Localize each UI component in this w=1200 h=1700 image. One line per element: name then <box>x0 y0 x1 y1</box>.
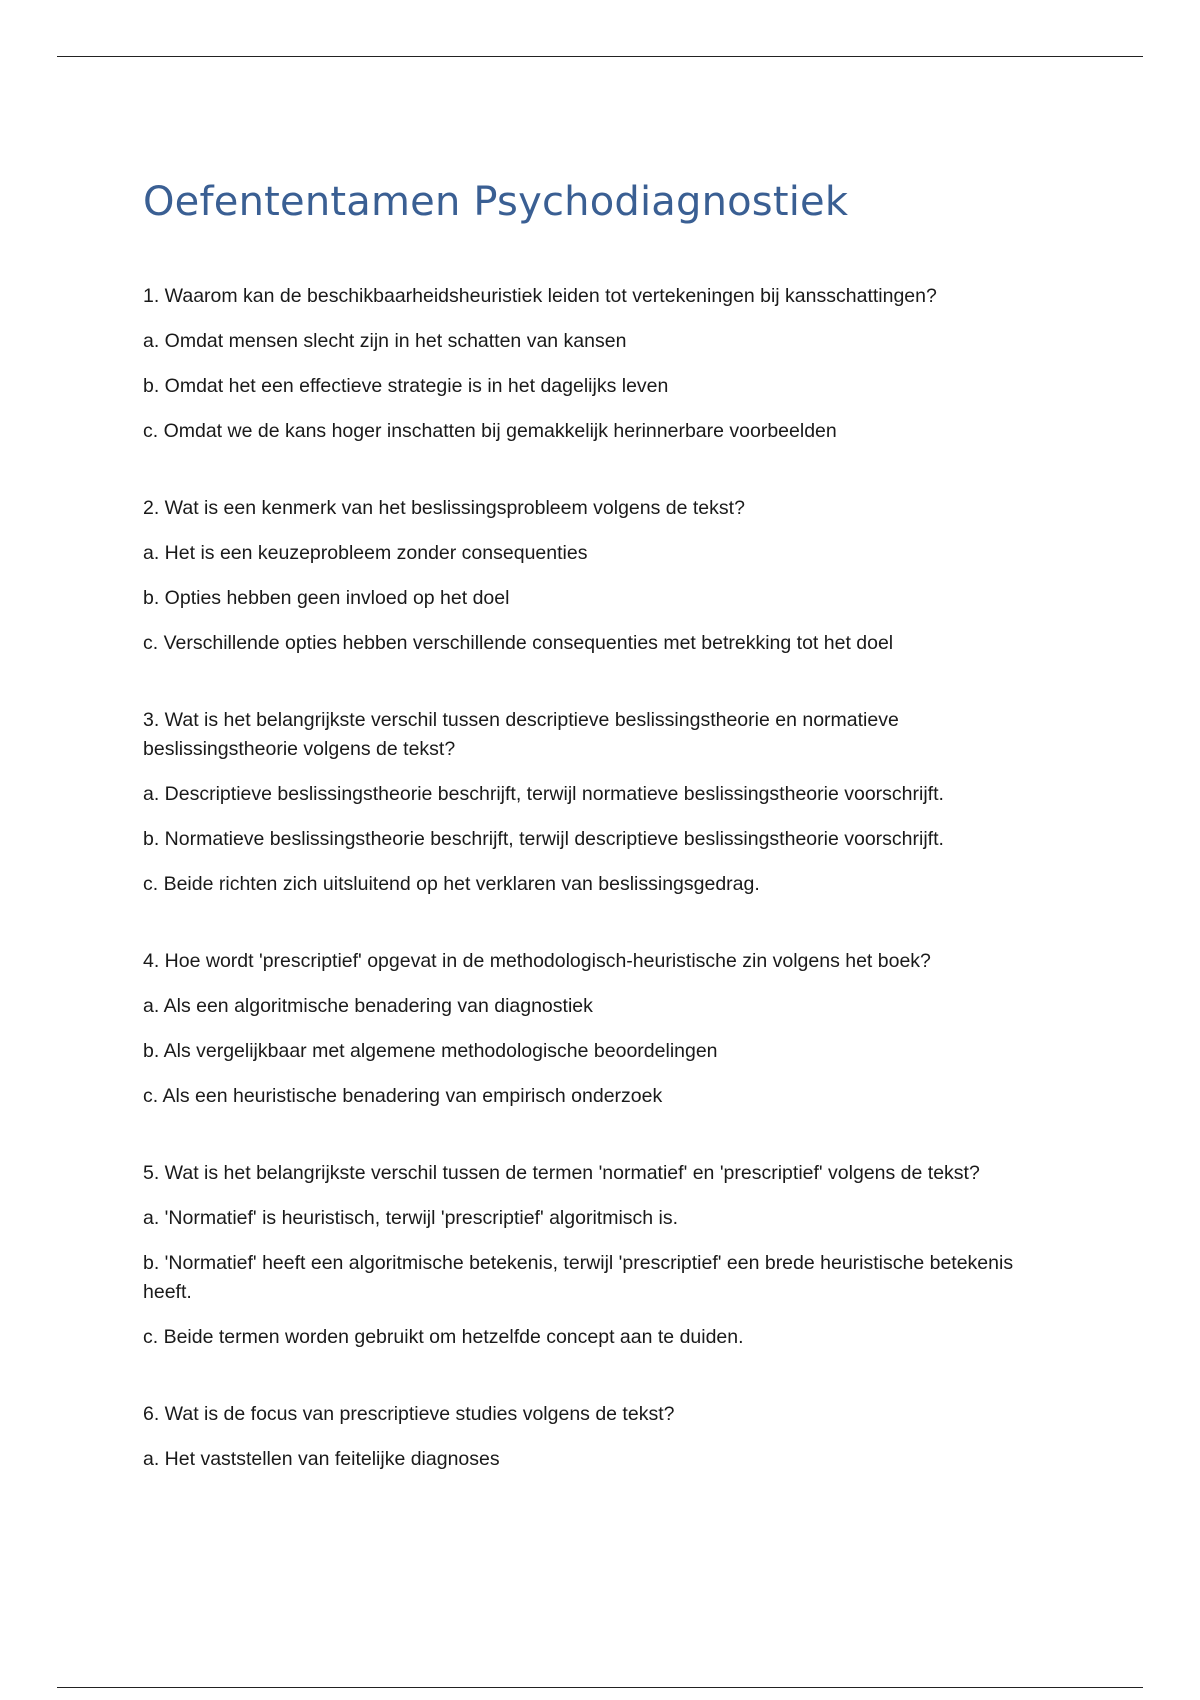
answer-option-c: c. Omdat we de kans hoger inschatten bij gemakkelijk herinnerbare voorbeelden <box>143 420 837 442</box>
question-text: 4. Hoe wordt 'prescriptief' opgevat in de methodologisch-heuristische zin volgens het boek? <box>143 950 931 972</box>
question-1 <box>143 282 1043 446</box>
question-2 <box>143 494 1043 658</box>
answer-option-b: b. Als vergelijkbaar met algemene methodologische beoordelingen <box>143 1040 718 1062</box>
answer-option-c: c. Verschillende opties hebben verschillende consequenties met betrekking tot het doel <box>143 632 894 654</box>
answer-option-a: a. Omdat mensen slecht zijn in het schatten van kansen <box>143 330 627 352</box>
answer-option-b: b. 'Normatief' heeft een algoritmische betekenis, terwijl 'prescriptief' een brede heuristische betekenis heeft. <box>143 1252 1014 1303</box>
question-text: 2. Wat is een kenmerk van het beslissingsprobleem volgens de tekst? <box>143 497 745 519</box>
bottom-rule <box>57 1687 1143 1688</box>
question-text: 6. Wat is de focus van prescriptieve studies volgens de tekst? <box>143 1403 675 1425</box>
answer-option-c: c. Als een heuristische benadering van empirisch onderzoek <box>143 1085 663 1107</box>
answer-option-a: a. Het is een keuzeprobleem zonder consequenties <box>143 542 588 564</box>
answer-option-a: a. Het vaststellen van feitelijke diagnoses <box>143 1448 500 1470</box>
answer-option-c: c. Beide richten zich uitsluitend op het verklaren van beslissingsgedrag. <box>143 873 760 895</box>
answer-option-a: a. 'Normatief' is heuristisch, terwijl 'prescriptief' algoritmisch is. <box>143 1207 679 1229</box>
question-5 <box>143 1159 1043 1352</box>
question-6 <box>143 1400 1043 1474</box>
answer-option-b: b. Normatieve beslissingstheorie beschrijft, terwijl descriptieve beslissingstheorie voorschrijft. <box>143 828 944 850</box>
question-text: 1. Waarom kan de beschikbaarheidsheuristiek leiden tot vertekeningen bij kansschattingen? <box>143 285 937 307</box>
answer-option-a: a. Descriptieve beslissingstheorie beschrijft, terwijl normatieve beslissingstheorie voorschrijft. <box>143 783 944 805</box>
question-list <box>143 282 1043 1522</box>
answer-option-c: c. Beide termen worden gebruikt om hetzelfde concept aan te duiden. <box>143 1326 744 1348</box>
answer-option-a: a. Als een algoritmische benadering van diagnostiek <box>143 995 593 1017</box>
page-title: Oefententamen Psychodiagnostiek <box>143 179 849 225</box>
answer-option-b: b. Opties hebben geen invloed op het doel <box>143 587 510 609</box>
question-text: 5. Wat is het belangrijkste verschil tussen de termen 'normatief' en 'prescriptief' volgens de tekst? <box>143 1162 980 1184</box>
question-text: 3. Wat is het belangrijkste verschil tussen descriptieve beslissingstheorie en normatieve beslissingstheorie volgens de tekst? <box>143 709 899 760</box>
answer-option-b: b. Omdat het een effectieve strategie is in het dagelijks leven <box>143 375 669 397</box>
top-rule <box>57 56 1143 57</box>
question-3 <box>143 706 1043 899</box>
question-4 <box>143 947 1043 1111</box>
